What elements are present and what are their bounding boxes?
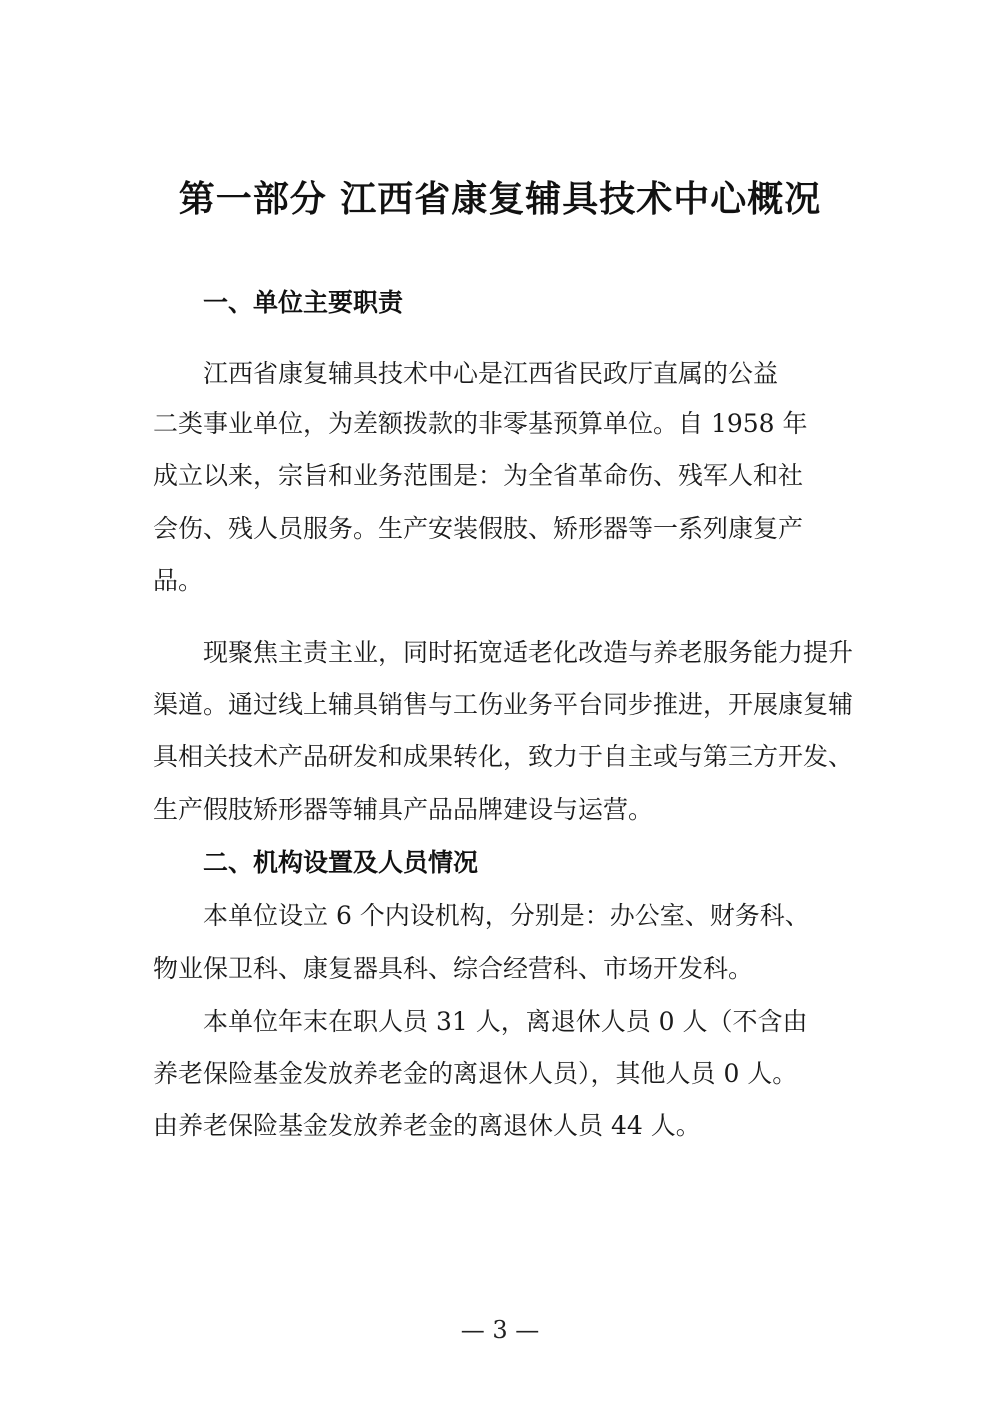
text-line: 成立以来，宗旨和业务范围是：为全省革命伤、残军人和社 bbox=[153, 461, 804, 490]
text-line: 渠道。通过线上辅具销售与工伤业务平台同步推进，开展康复辅 bbox=[153, 690, 854, 719]
text-line: 本单位年末在职人员 31 人，离退休人员 0 人（不含由 bbox=[203, 1007, 808, 1036]
section-heading-duties: 一、单位主要职责 bbox=[203, 288, 404, 317]
text-line: 具相关技术产品研发和成果转化，致力于自主或与第三方开发、 bbox=[153, 742, 854, 771]
text-line: 物业保卫科、康复器具科、综合经营科、市场开发科。 bbox=[153, 954, 754, 983]
text-line: 会伤、残人员服务。生产安装假肢、矫形器等一系列康复产 bbox=[153, 514, 804, 543]
section-heading-organization: 二、机构设置及人员情况 bbox=[203, 848, 479, 877]
text-line: 现聚焦主责主业，同时拓宽适老化改造与养老服务能力提升 bbox=[203, 638, 854, 667]
text-line: 二类事业单位，为差额拨款的非零基预算单位。自 1958 年 bbox=[153, 409, 808, 438]
text-line: 江西省康复辅具技术中心是江西省民政厅直属的公益 bbox=[203, 359, 779, 388]
text-line: 品。 bbox=[153, 566, 204, 595]
page-title: 第一部分 江西省康复辅具技术中心概况 bbox=[178, 179, 822, 220]
text-line: 养老保险基金发放养老金的离退休人员），其他人员 0 人。 bbox=[153, 1059, 798, 1088]
page-number: — 3 — bbox=[460, 1316, 540, 1344]
text-line: 本单位设立 6 个内设机构，分别是：办公室、财务科、 bbox=[203, 901, 810, 930]
text-line: 生产假肢矫形器等辅具产品品牌建设与运营。 bbox=[153, 795, 654, 824]
text-line: 由养老保险基金发放养老金的离退休人员 44 人。 bbox=[153, 1111, 701, 1140]
